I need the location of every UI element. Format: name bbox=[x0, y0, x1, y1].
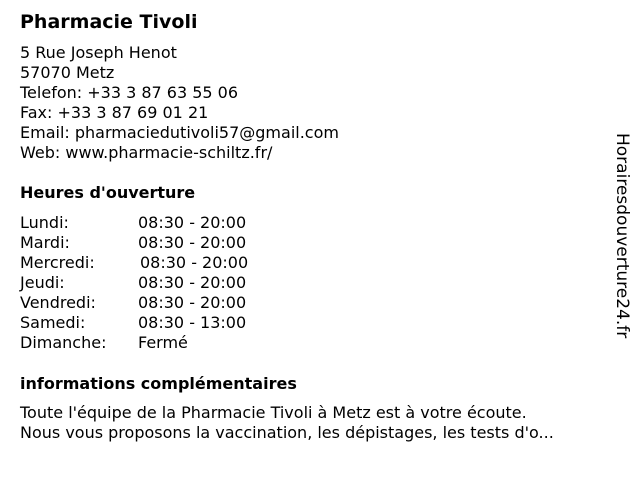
hours-row-vendredi bbox=[20, 293, 320, 313]
info-line-1: Toute l'équipe de la Pharmacie Tivoli à Metz est à votre écoute. bbox=[20, 403, 527, 422]
address-city: 57070 Metz bbox=[20, 63, 115, 82]
fax-number: Fax: +33 3 87 69 01 21 bbox=[20, 103, 209, 122]
hours-day: Mercredi: bbox=[20, 253, 95, 272]
website: Web: www.pharmacie-schiltz.fr/ bbox=[20, 143, 273, 162]
hours-day: Samedi: bbox=[20, 313, 86, 332]
hours-day: Lundi: bbox=[20, 213, 69, 232]
hours-day: Jeudi: bbox=[20, 273, 65, 292]
hours-row-mardi bbox=[20, 233, 320, 253]
hours-time: 08:30 - 13:00 bbox=[138, 313, 247, 332]
info-description bbox=[20, 403, 554, 443]
hours-day: Dimanche: bbox=[20, 333, 107, 352]
address-street: 5 Rue Joseph Henot bbox=[20, 43, 177, 62]
hours-row-mercredi bbox=[20, 253, 320, 273]
hours-time: Fermé bbox=[138, 333, 188, 352]
hours-time: 08:30 - 20:00 bbox=[138, 293, 247, 312]
hours-time: 08:30 - 20:00 bbox=[140, 253, 249, 272]
info-heading: informations complémentaires bbox=[20, 374, 297, 393]
hours-day: Mardi: bbox=[20, 233, 70, 252]
hours-day: Vendredi: bbox=[20, 293, 96, 312]
brand-watermark bbox=[612, 133, 636, 373]
contact-block bbox=[20, 43, 339, 163]
hours-row-lundi bbox=[20, 213, 320, 233]
hours-row-jeudi bbox=[20, 273, 320, 293]
hours-heading: Heures d'ouverture bbox=[20, 183, 196, 202]
hours-table bbox=[20, 213, 320, 353]
hours-time: 08:30 - 20:00 bbox=[138, 233, 247, 252]
hours-row-dimanche bbox=[20, 333, 320, 353]
hours-time: 08:30 - 20:00 bbox=[138, 213, 247, 232]
phone-number: Telefon: +33 3 87 63 55 06 bbox=[20, 83, 239, 102]
hours-row-samedi bbox=[20, 313, 320, 333]
email-address: Email: pharmaciedutivoli57@gmail.com bbox=[20, 123, 339, 142]
brand-site-name: Horairesdouverture24.fr bbox=[612, 133, 632, 339]
info-line-2: Nous vous proposons la vaccination, les dépistages, les tests d'o... bbox=[20, 423, 554, 442]
pharmacy-name: Pharmacie Tivoli bbox=[20, 11, 198, 33]
hours-time: 08:30 - 20:00 bbox=[138, 273, 247, 292]
